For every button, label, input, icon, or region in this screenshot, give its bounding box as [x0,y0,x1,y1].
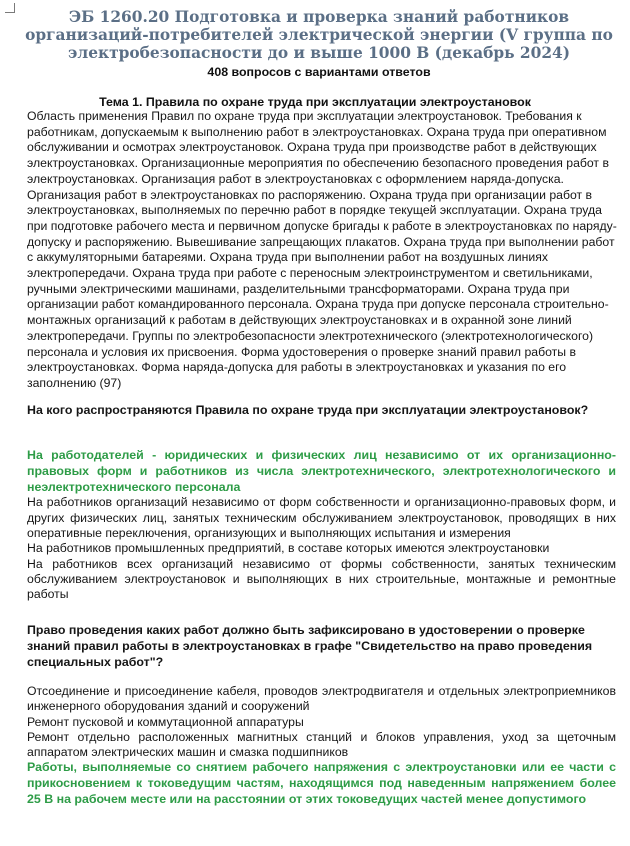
answer-list [27,684,616,808]
topic-description: Область применения Правил по охране труда при эксплуатации электроустановок. Требования к работникам, допускаемым к выполнению работ в электроустановках. Охрана труда при оперативном обслуживании и осмотрах электроустановок. Охрана труда при производстве работ в действующих электроустановках. Организационные мероприятия по обеспечению безопасного проведения работ в электроустановках. Организация работ в электроустановках с оформлением наряда-допуска. Организация работ в электроустановках по распоряжению. Охрана труда при организации работ в электроустановках, выполняемых по перечню работ в порядке текущей эксплуатации. Охрана труда при подготовке рабочего места и первичном допуске бригады к работе в электроустановках по наряду-допуску и распоряжению. Вывешивание запрещающих плакатов. Охрана труда при выполнении работ с аккумуляторными батареями. Охрана труда при выполнении работ на воздушных линиях электропередачи. Охрана труда при работе с переносным электроинструментом и светильниками, ручными электрическими машинами, разделительными трансформаторами. Охрана труда при организации работ командированного персонала. Охрана труда при допуске персонала строительно-монтажных организаций к работам в действующих электроустановках и в охранной зоне линий электропередачи. Группы по электробезопасности электротехнического (электротехнологического) персонала и условия их присвоения. Форма удостоверения о проверке знаний правил работы в электроустановках. Форма наряда-допуска для работы в электроустановках и указания по его заполнению (97) [27,109,617,390]
question-text: На кого распространяются Правила по охране труда при эксплуатации электроустановок? [27,403,589,417]
answer-option: Отсоединение и присоединение кабеля, проводов электродвигателя и отдельных электроприемников инженерного оборудования зданий и сооружений [27,684,616,714]
answer-option-correct: На работодателей - юридических и физических лиц независимо от их организационно-правовых форм и работников из числа электротехнического, электротехнологического и неэлектротехнического персонала [27,448,616,494]
document-subtitle: 408 вопросов с вариантами ответов [207,65,431,79]
answer-option: На работников всех организаций независимо от формы собственности, занятых техническим обслуживанием электроустановок и выполняющих в них строительные, монтажные и ремонтные работы [27,556,616,602]
answer-list [27,448,616,602]
crop-mark [5,3,15,13]
answer-option: На работников организаций независимо от форм собственности и организационно-правовых форм, и других физических лиц, занятых техническим обслуживанием электроустановок, проводящих в них оперативные переключения, организующих и выполняющих испытания и измерения [27,495,616,540]
answer-option-correct: Работы, выполняемые со снятием рабочего напряжения с электроустановки или ее части с прикосновением к токоведущим частям, находящимся под наведенным напряжением более 25 В на рабочем месте или на расстоянии от этих токоведущих частей менее допустимого [27,760,616,807]
question-text: Право проведения каких работ должно быть зафиксировано в удостоверении о проверке знаний правил работы в электроустановках в графе "Свидетельство на право проведения специальных работ"? [27,623,593,669]
answer-option: Ремонт отдельно расположенных магнитных станций и блоков управления, уход за щеточным аппаратом электрических машин и смазка подшипников [27,729,616,760]
answer-option: Ремонт пусковой и коммутационной аппаратуры [27,714,304,729]
document-title: ЭБ 1260.20 Подготовка и проверка знаний работников организаций-потребителей электрической энергии (V группа по электробезопасности до и выше 1000 В (декабрь 2024) [25,8,613,62]
answer-option: На работников промышленных предприятий, в составе которых имеются электроустановки [27,541,550,556]
topic-title: Тема 1. Правила по охране труда при эксплуатации электроустановок [99,95,531,109]
